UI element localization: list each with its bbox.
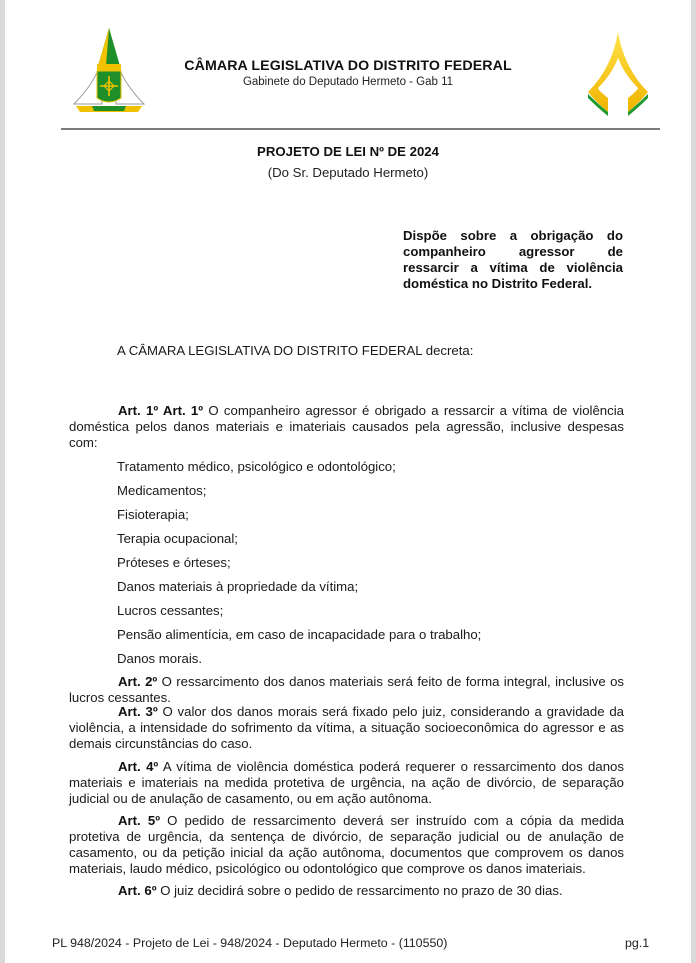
article-label: Art. 2º	[118, 674, 158, 689]
bill-author: (Do Sr. Deputado Hermeto)	[267, 165, 429, 180]
article-text: O ressarcimento dos danos materiais será feito de forma integral, inclusive os lucros cessantes.	[69, 674, 624, 705]
header-divider	[61, 128, 660, 130]
office-name: Gabinete do Deputado Hermeto - Gab 11	[242, 76, 454, 88]
article-1	[69, 403, 624, 451]
bill-summary: Dispõe sobre a obrigação do companheiro agressor de ressarcir a vítima de violência doméstica no Distrito Federal.	[403, 228, 623, 291]
list-item: Lucros cessantes;	[117, 603, 224, 618]
article-6	[69, 883, 624, 899]
cldf-logo-icon	[584, 28, 652, 120]
article-text: O valor dos danos morais será fixado pelo juiz, considerando a gravidade da violência, a intensidade do sofrimento da vítima, a situação socioeconômica do agressor e as demais circunstâncias do caso.	[69, 704, 624, 751]
article-text: A vítima de violência doméstica poderá requerer o ressarcimento dos danos materiais e imateriais na medida protetiva de urgência, na ação de divórcio, de separação judicial ou de anulação de casamento, ou em ação autônoma.	[69, 759, 624, 806]
article-label: Art. 1º Art. 1º	[118, 403, 204, 418]
list-item: Fisioterapia;	[117, 507, 189, 522]
article-label: Art. 4º	[118, 759, 159, 774]
article-label: Art. 3º	[118, 704, 158, 719]
list-item: Próteses e órteses;	[117, 555, 231, 570]
institution-name: CÂMARA LEGISLATIVA DO DISTRITO FEDERAL	[184, 58, 512, 74]
article-5	[69, 813, 624, 877]
article-4	[69, 759, 624, 807]
list-item: Medicamentos;	[117, 483, 207, 498]
preamble: A CÂMARA LEGISLATIVA DO DISTRITO FEDERAL decreta:	[117, 343, 474, 358]
list-item: Danos morais.	[117, 651, 203, 666]
list-item: Tratamento médico, psicológico e odontológico;	[117, 459, 396, 474]
list-item: Pensão alimentícia, em caso de incapacidade para o trabalho;	[117, 627, 482, 642]
article-text: O pedido de ressarcimento deverá ser instruído com a cópia da medida protetiva de urgência, da sentença de divórcio, de separação judicial ou de anulação de casamento, ou da petição inicial da ação autônoma, documentos que comprovem os danos materiais, laudo médico, psicológico ou odontológico que comprove os danos imateriais.	[69, 813, 624, 876]
article-text: O companheiro agressor é obrigado a ressarcir a vítima de violência doméstica pelos danos materiais e imateriais causados pela agressão, inclusive despesas com:	[69, 403, 624, 450]
article-text: O juiz decidirá sobre o pedido de ressarcimento no prazo de 30 dias.	[156, 883, 563, 898]
article-label: Art. 5º	[118, 813, 161, 828]
bill-title: PROJETO DE LEI Nº DE 2024	[257, 144, 439, 159]
list-item: Danos materiais à propriedade da vítima;	[117, 579, 359, 594]
article-label: Art. 6º	[118, 883, 157, 898]
article-2	[69, 674, 624, 706]
page-number: pg.1	[625, 936, 650, 950]
list-item: Terapia ocupacional;	[117, 531, 238, 546]
footer-reference: PL 948/2024 - Projeto de Lei - 948/2024 - Deputado Hermeto - (110550)	[52, 936, 448, 950]
article-3	[69, 704, 624, 752]
